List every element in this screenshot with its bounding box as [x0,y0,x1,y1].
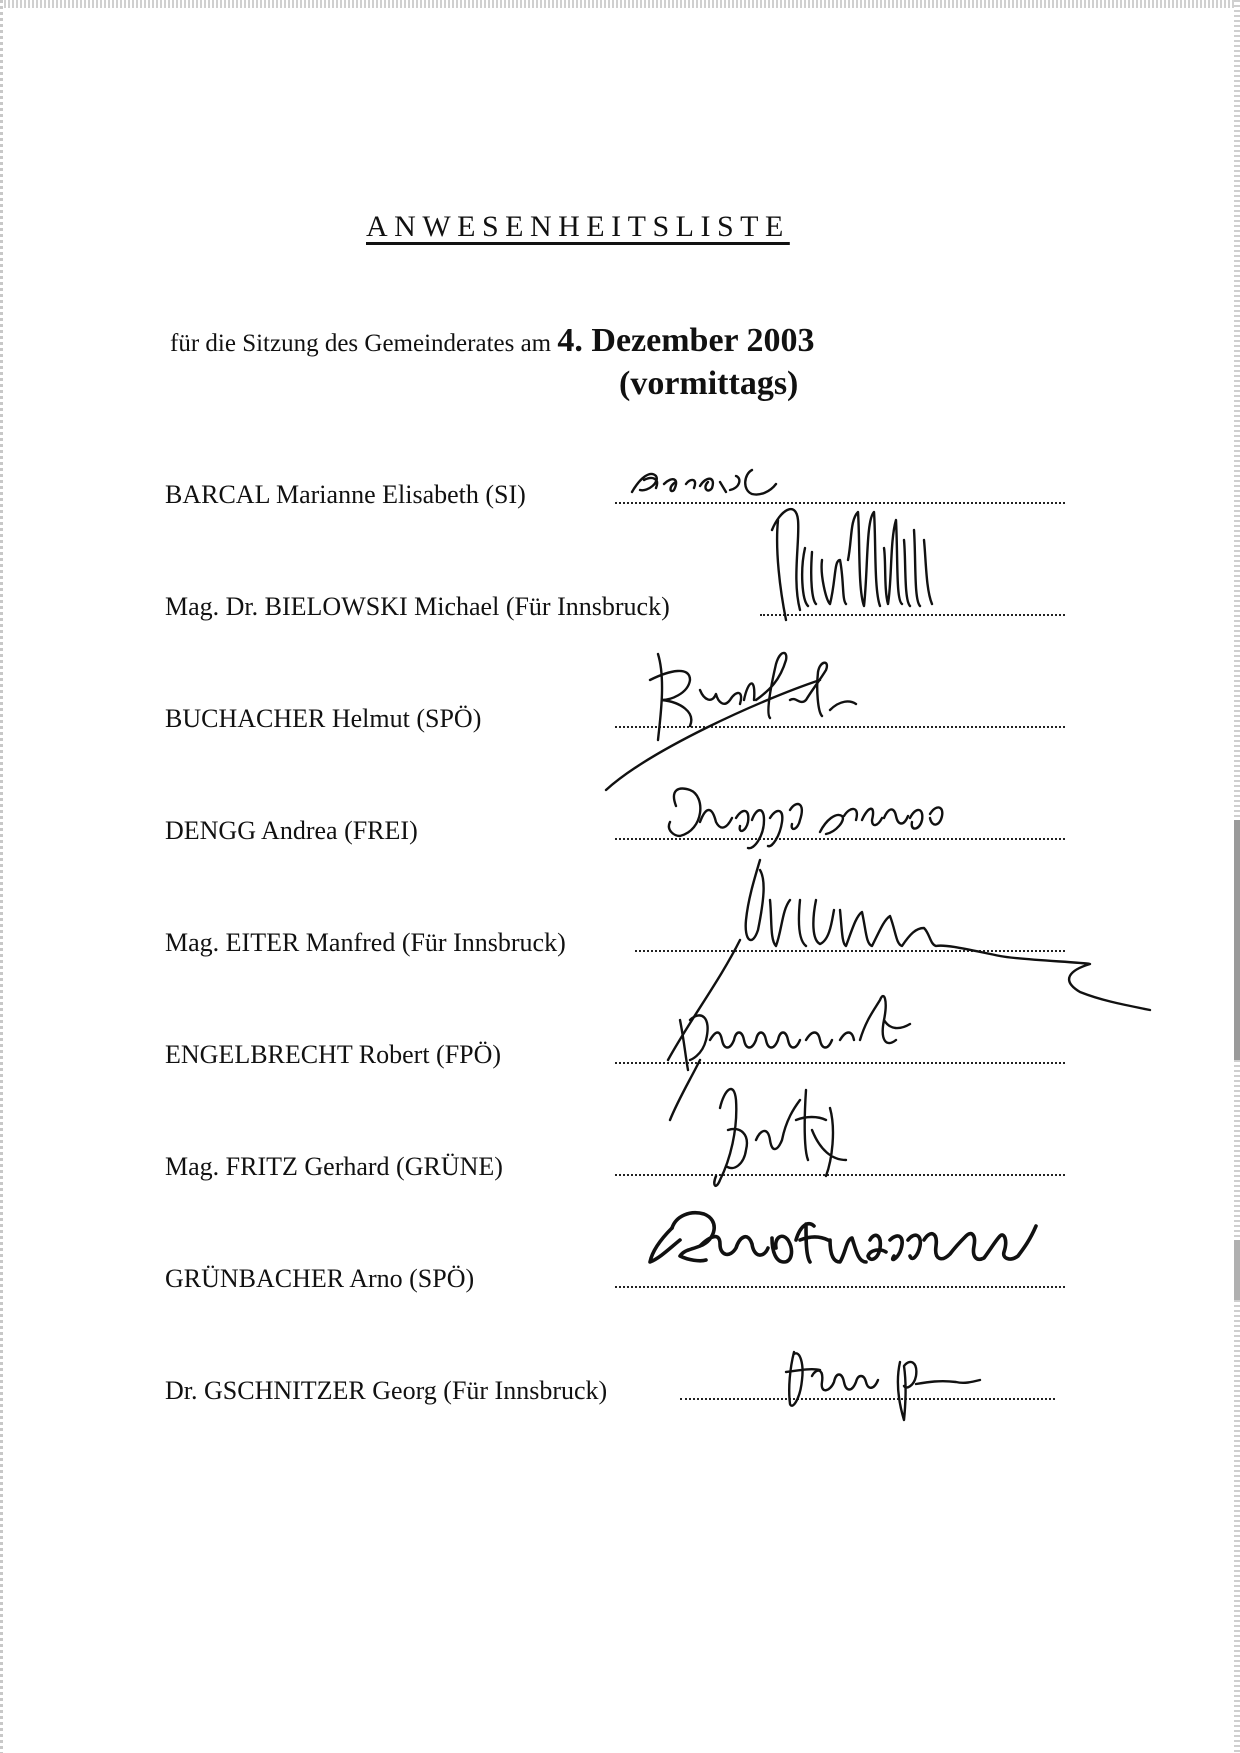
attendee-name: BUCHACHER Helmut (SPÖ) [165,704,487,734]
attendee-name: Mag. FRITZ Gerhard (GRÜNE) [165,1152,509,1182]
signature-line [760,614,1065,616]
signature-line [680,1398,1055,1400]
attendee-name: GRÜNBACHER Arno (SPÖ) [165,1264,480,1294]
attendee-name: Dr. GSCHNITZER Georg (Für Innsbruck) [165,1376,613,1406]
attendee-row [165,1142,1065,1182]
signature-line [635,950,1065,952]
session-time: (vormittags) [619,365,799,402]
attendee-row [165,1366,1065,1406]
session-prefix: für die Sitzung des Gemeinderates am [170,330,552,357]
attendee-row [165,694,1065,734]
signature-line [615,1286,1065,1288]
scan-edge-left [0,0,3,1753]
attendee-name: BARCAL Marianne Elisabeth (SI) [165,480,532,510]
attendee-name: Mag. EITER Manfred (Für Innsbruck) [165,928,572,958]
signature-line [615,726,1065,728]
signature-line [615,1062,1065,1064]
attendee-name: DENGG Andrea (FREI) [165,816,424,846]
session-line [170,322,815,360]
session-date: 4. Dezember 2003 [557,322,815,359]
signature-line [615,838,1065,840]
document-title: ANWESENHEITSLISTE [366,210,790,243]
attendee-row [165,470,1065,510]
attendee-row [165,582,1065,622]
attendee-row [165,806,1065,846]
signature-line [615,1174,1065,1176]
attendee-row [165,918,1065,958]
attendee-name: ENGELBRECHT Robert (FPÖ) [165,1040,507,1070]
signature-line [615,502,1065,504]
scan-edge-right [1234,0,1240,1753]
attendee-name: Mag. Dr. BIELOWSKI Michael (Für Innsbruck) [165,592,676,622]
scan-edge-top [0,0,1240,8]
attendee-row [165,1254,1065,1294]
attendee-row [165,1030,1065,1070]
